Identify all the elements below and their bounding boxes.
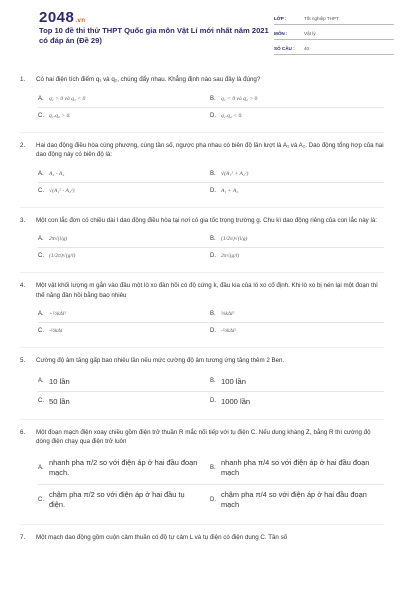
- options: [38, 91, 384, 124]
- option-letter: D.: [210, 253, 216, 259]
- option-b[interactable]: [210, 372, 382, 391]
- option-text: +½kΔl²: [49, 311, 66, 317]
- option-text: 50 lần: [49, 396, 70, 406]
- meta-key: MÔN :: [274, 31, 288, 36]
- option-letter: C.: [38, 187, 44, 194]
- option-d[interactable]: [210, 323, 382, 339]
- option-letter: A.: [38, 95, 44, 102]
- options: [38, 166, 384, 199]
- option-text: √(A₁² + A₂²): [221, 170, 249, 177]
- option-letter: C.: [38, 253, 44, 259]
- option-text: √(A₁² - A₂²): [49, 187, 75, 194]
- divider: [20, 347, 384, 348]
- option-text: q₁.q₂ < 0.: [221, 112, 243, 119]
- option-letter: A.: [38, 170, 44, 177]
- option-text: -½kΔl: [49, 328, 63, 334]
- question-text: Một vật khối lượng m gắn vào đầu một lò xo đàn hồi có độ cứng k, đầu kia của lò xo cố định. Khi lò xo bị nén lại một đoạn thì thế năng đàn hồi bằng bao nhiêu: [36, 282, 378, 299]
- option-letter: D.: [210, 497, 216, 503]
- option-text: 100 lần: [221, 376, 246, 386]
- divider: [20, 207, 384, 208]
- option-text: nhanh pha π/2 so với điện áp ở hai đầu đoạn mạch.: [49, 457, 198, 477]
- question-number: 4.: [20, 282, 26, 289]
- option-letter: C.: [38, 497, 44, 503]
- option-c[interactable]: [38, 485, 210, 516]
- option-letter: B.: [210, 236, 216, 242]
- option-letter: A.: [38, 311, 44, 317]
- divider: [20, 524, 384, 525]
- option-b[interactable]: [210, 453, 382, 484]
- option-letter: B.: [210, 378, 216, 384]
- option-letter: B.: [210, 170, 216, 177]
- question: [20, 533, 384, 543]
- question-text: Một đoạn mạch điện xoay chiều gồm điện trở thuần R mắc nối tiếp với tụ điện C. Nếu dung kháng Z꜀ bằng R thì cường độ dòng điện chạy qua điện trở luôn: [36, 428, 371, 445]
- meta-info: [274, 10, 394, 55]
- option-letter: B.: [210, 95, 216, 102]
- option-letter: C.: [38, 328, 44, 334]
- option-text: 10 lần: [49, 376, 70, 386]
- meta-key: LỚP :: [274, 16, 287, 21]
- question-list: [20, 75, 384, 542]
- option-text: q₁ < 0 và q₂ > 0: [221, 95, 258, 102]
- option-c[interactable]: [38, 108, 210, 124]
- option-d[interactable]: [210, 183, 382, 199]
- meta-value: Tốt nghiệp THPT: [304, 16, 339, 21]
- question-number: 5.: [20, 357, 26, 364]
- meta-row-class: [274, 10, 394, 25]
- question-text: Có hai điện tích điểm q₁ và q₂, chúng đẩy nhau. Khẳng định nào sau đây là đúng?: [36, 76, 261, 83]
- option-b[interactable]: [210, 166, 382, 182]
- question: [20, 428, 384, 516]
- divider: [20, 419, 384, 420]
- brand-suffix: .vn: [75, 18, 86, 24]
- option-c[interactable]: [38, 323, 210, 339]
- option-text: q₁.q₂ > 0.: [49, 112, 71, 119]
- option-letter: A.: [38, 236, 44, 242]
- option-a[interactable]: [38, 306, 210, 322]
- options: [38, 306, 384, 339]
- option-text: 1000 lần: [221, 396, 251, 406]
- meta-row-count: [274, 40, 394, 55]
- option-a[interactable]: [38, 372, 210, 391]
- option-text: A₁ + A₂: [221, 187, 239, 194]
- option-letter: D.: [210, 187, 216, 194]
- option-text: (1/2π)√(l/g): [221, 236, 248, 242]
- question: [20, 356, 384, 411]
- option-text: 2π√(g/l): [221, 253, 240, 259]
- option-letter: D.: [210, 398, 216, 404]
- option-a[interactable]: [38, 91, 210, 107]
- question-number: 1.: [20, 76, 26, 83]
- option-text: (1/2π)√(g/l): [49, 253, 76, 259]
- question: [20, 141, 384, 199]
- question: [20, 216, 384, 265]
- header: [20, 0, 380, 62]
- options: [38, 372, 384, 411]
- option-letter: D.: [210, 328, 216, 334]
- meta-value: 40: [304, 46, 310, 51]
- option-text: q₁ > 0 và q₂ < 0: [49, 95, 86, 102]
- option-a[interactable]: [38, 166, 210, 182]
- option-text: -½kΔl²: [221, 328, 237, 334]
- option-a[interactable]: [38, 453, 210, 484]
- option-d[interactable]: [210, 485, 382, 516]
- page-title: Top 10 đề thi thử THPT Quốc gia môn Vật Lí mới nhất năm 2021 có đáp án (Đề 29): [39, 26, 269, 45]
- brand-logo[interactable]: [39, 9, 86, 26]
- option-letter: C.: [38, 112, 44, 119]
- question-text: Một con lắc đơn có chiều dài l dao động điều hòa tại nơi có gia tốc trọng trường g. Chu kì dao động riêng của con lắc này là:: [36, 216, 378, 224]
- option-a[interactable]: [38, 231, 210, 247]
- divider: [20, 132, 384, 133]
- option-letter: B.: [210, 311, 216, 317]
- option-d[interactable]: [210, 392, 382, 411]
- option-b[interactable]: [210, 231, 382, 247]
- meta-row-subject: [274, 25, 394, 40]
- option-d[interactable]: [210, 108, 382, 124]
- question-text: Hai dao động điều hòa cùng phương, cùng tần số, ngược pha nhau có biên độ lần lượt là A₁ và A₂. Dao động tổng hợp của hai dao động này có biên độ là:: [36, 141, 384, 158]
- question: [20, 75, 384, 124]
- option-d[interactable]: [210, 248, 382, 264]
- option-text: nhanh pha π/4 so với điện áp ở hai đầu đoạn mạch: [221, 457, 370, 477]
- option-b[interactable]: [210, 91, 382, 107]
- option-text: chậm pha π/4 so với điện áp ở hai đầu đoạn mạch: [221, 489, 367, 509]
- option-c[interactable]: [38, 183, 210, 199]
- option-letter: A.: [38, 465, 44, 471]
- option-c[interactable]: [38, 392, 210, 411]
- question-text: Một mạch dao động gồm cuộn cảm thuần có độ tự cảm L và tụ điện có điện dung C. Tần số: [36, 533, 288, 541]
- option-letter: D.: [210, 112, 216, 119]
- option-text: ½kΔl²: [221, 311, 235, 317]
- option-text: chậm pha π/2 so với điện áp ở hai đầu tụ điện.: [49, 489, 185, 509]
- option-c[interactable]: [38, 248, 210, 264]
- options: [38, 231, 384, 264]
- brand-name: 2048: [39, 9, 75, 26]
- option-letter: B.: [210, 465, 216, 471]
- meta-value: Vật lý: [304, 31, 316, 36]
- question-text: Cường độ âm tăng gấp bao nhiêu lần nếu mức cường độ âm tương ứng tăng thêm 2 Ben.: [36, 357, 285, 364]
- divider: [20, 272, 384, 273]
- option-letter: A.: [38, 378, 44, 384]
- question-number: 3.: [20, 216, 26, 224]
- question: [20, 281, 384, 339]
- option-b[interactable]: [210, 306, 382, 322]
- meta-key: SỐ CÂU :: [274, 46, 295, 51]
- option-letter: C.: [38, 398, 44, 404]
- question-number: 7.: [20, 533, 26, 541]
- question-number: 2.: [20, 141, 26, 149]
- options: [38, 453, 384, 516]
- option-text: 2π√(l/g): [49, 236, 68, 242]
- option-text: A₁ - A₂: [49, 170, 65, 177]
- question-number: 6.: [20, 428, 26, 436]
